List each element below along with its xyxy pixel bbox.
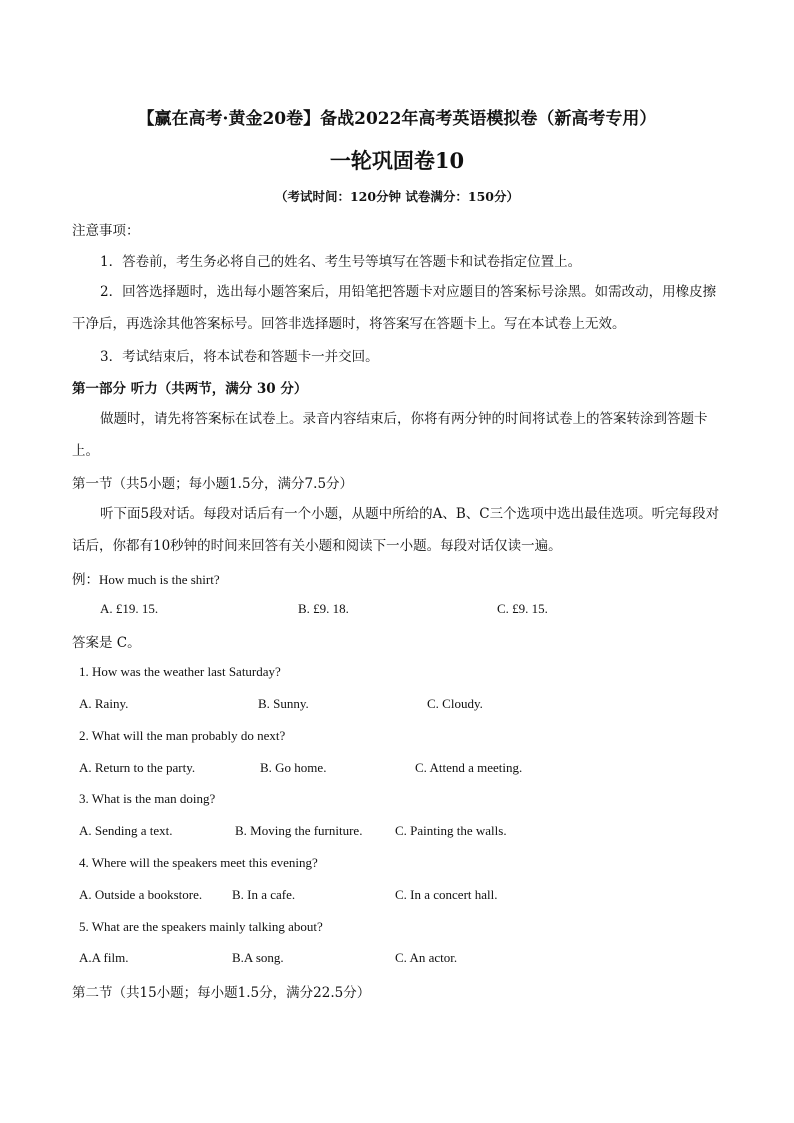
question-2-option-a: A. Return to the party.	[79, 760, 196, 775]
question-4-option-a: A. Outside a bookstore.	[79, 887, 203, 902]
exam-title: 【赢在高考·黄金20卷】备战2022年高考英语模拟卷（新高考专用）	[137, 109, 657, 129]
example-question-text: How much is the shirt?	[99, 572, 220, 587]
question-4-option-c: C. In a concert hall.	[395, 887, 498, 902]
example-option-b: B. £9. 18.	[298, 601, 349, 616]
question-2-option-c: C. Attend a meeting.	[415, 760, 523, 775]
question-1-option-c: C. Cloudy.	[427, 696, 483, 711]
question-3-option-b: B. Moving the furniture.	[235, 823, 363, 838]
section1-instruction: 听下面5段对话。每段对话后有一个小题，从题中所给的A、B、C三个选项中选出最佳选项。听完每段对话后，你都有10秒钟的时间来回答有关小题和阅读下一小题。每段对话仅读一遍。	[72, 506, 720, 554]
question-3: 3. What is the man doing?	[79, 791, 216, 806]
part1-instruction: 做题时，请先将答案标在试卷上。录音内容结束后，你将有两分钟的时间将试卷上的答案转涂到答题卡上。	[72, 411, 708, 459]
question-3-option-a: A. Sending a text.	[79, 823, 173, 838]
notice-item-2: 2．回答选择题时，选出每小题答案后，用铅笔把答题卡对应题目的答案标号涂黑。如需改动，用橡皮擦干净后，再选涂其他答案标号。回答非选择题时，将答案写在答题卡上。写在本试卷上无效。	[72, 284, 717, 332]
question-3-option-c: C. Painting the walls.	[395, 823, 507, 838]
part1-heading: 第一部分 听力（共两节，满分 30 分）	[72, 381, 308, 397]
notice-item-3: 3．考试结束后，将本试卷和答题卡一并交回。	[100, 349, 379, 365]
question-5-option-a: A.A film.	[79, 950, 129, 965]
exam-time-score: （考试时间：120分钟 试卷满分：150分）	[274, 189, 520, 204]
exam-subtitle: 一轮巩固卷10	[329, 148, 465, 173]
question-1-option-b: B. Sunny.	[258, 696, 309, 711]
question-5-option-b: B.A song.	[232, 950, 284, 965]
question-5: 5. What are the speakers mainly talking about?	[79, 919, 323, 934]
question-1: 1. How was the weather last Saturday?	[79, 664, 281, 679]
example-option-c: C. £9. 15.	[497, 601, 548, 616]
question-4: 4. Where will the speakers meet this evening?	[79, 855, 318, 870]
question-1-option-a: A. Rainy.	[79, 696, 129, 711]
question-4-option-b: B. In a cafe.	[232, 887, 296, 902]
section2-heading: 第二节（共15小题；每小题1.5分，满分22.5分）	[72, 985, 371, 1001]
example-answer: 答案是 C。	[72, 635, 141, 651]
section1-heading: 第一节（共5小题；每小题1.5分，满分7.5分）	[72, 476, 354, 492]
question-2-option-b: B. Go home.	[260, 760, 327, 775]
question-5-option-c: C. An actor.	[395, 950, 458, 965]
notice-heading: 注意事项：	[72, 223, 140, 239]
question-2: 2. What will the man probably do next?	[79, 728, 286, 743]
notice-item-1: 1．答卷前，考生务必将自己的姓名、考生号等填写在答题卡和试卷指定位置上。	[100, 254, 582, 270]
example-option-a: A. £19. 15.	[100, 601, 159, 616]
example-question	[72, 568, 220, 588]
example-label: 例：	[72, 572, 99, 588]
